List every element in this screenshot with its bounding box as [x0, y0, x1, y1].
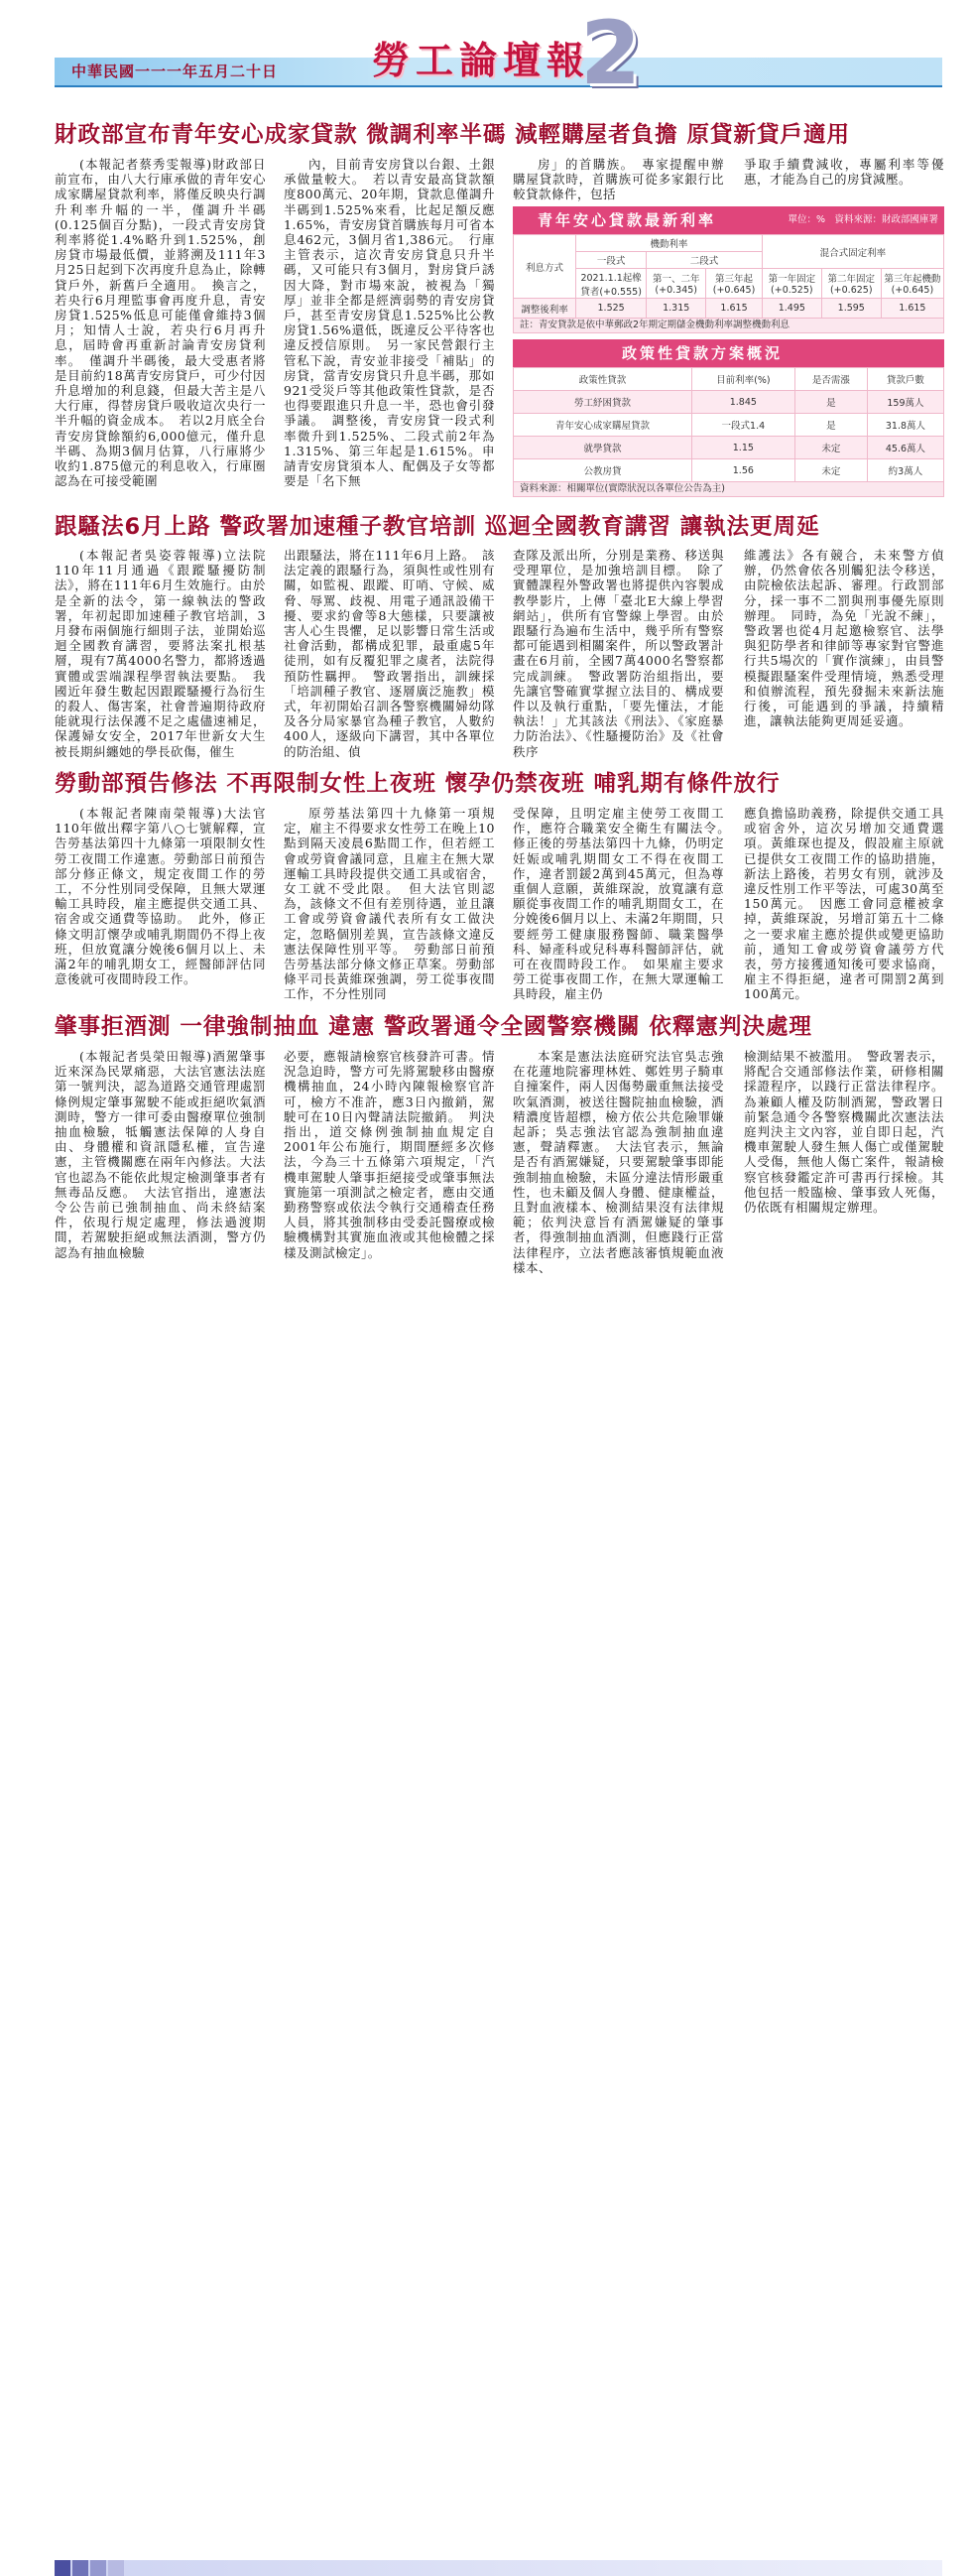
- table-row: [514, 437, 944, 459]
- article-3-column-1: (本報記者陳南榮報導)大法官110年做出釋字第八○七號解釋，宣告勞基法第四十九條第一項限制女性勞工夜間工作違憲。勞動部日前預告部分修正條文，規定夜間工作的勞工，不分性別同受保障，且無大眾運輸工具時段，雇主應提供交通工具、宿舍或交通費等協助。 此外，修正條文明訂懷孕或哺乳期間仍不得上夜班，但放寬讓分娩後6個月以上、未滿2年的哺乳期女工，經醫師評估同意後就可夜間時段工作。: [55, 806, 266, 987]
- loan-name: 勞工紓困貸款: [514, 391, 692, 414]
- article-2-column-4: 維護法》各有競合，未來警方偵辦，仍然會依各別觸犯法令移送，由院檢依法起訴、審理。行政罰部分，採一事不二罰與刑事優先原則辦理。 同時，為免「光說不練」，警政署也從4月起邀檢察官、法學與犯防學者和律師等專家對官警進行共5場次的「實作演練」，由員警模擬跟騷案件受理情境，熟悉受理和偵辦流程，預先發掘未來新法施行後，可能遇到的爭議，持續精進，讓執法能夠更周延妥適。: [744, 548, 944, 729]
- column-header: 貸款戶數: [867, 368, 943, 391]
- column-header: 是否需漲: [794, 368, 867, 391]
- table-row: [514, 459, 944, 482]
- loan-name: 公教房貸: [514, 459, 692, 482]
- current-rate: 一段式1.4: [691, 414, 794, 437]
- rate-cell: 1.615: [706, 299, 763, 319]
- column-header: 第一、二年(+0.345): [647, 269, 706, 299]
- column-header: 2021.1.1起橡貸者(+0.555): [576, 269, 647, 299]
- will-rise: 未定: [794, 437, 867, 459]
- article-1-headline: 財政部宣布青年安心成家貸款 微調利率半碼 減輕購屋者負擔 原貸新貸戶適用: [55, 122, 851, 148]
- policy-table-header: [513, 339, 944, 367]
- article-1-column-3: 房」的首購族。 專家提醒申辦購屋貸款時，首購族可從多家銀行比較貸款條件，包括: [513, 157, 724, 202]
- column-header: 政策性貸款: [514, 368, 692, 391]
- masthead: [0, 0, 972, 107]
- article-4-headline: 肇事拒酒測 一律強制抽血 違憲 警政署通令全國警察機關 依釋憲判決處理: [55, 1014, 812, 1040]
- article-4-column-4: 檢測結果不被濫用。 警政署表示，將配合交通部修法作業，研修相關採證程序，以踐行正當法律程序。為兼顧人權及防制酒駕，警政署日前緊急通令各警察機關此次憲法法庭判決主文內容，並自即日起，汽機車駕駛人發生無人傷亡或僅駕駛人受傷，無他人傷亡案件，報請檢察官核發鑑定許可書再行採檢。其他包括一般臨檢、肇事致人死傷，仍依既有相關規定辦理。: [744, 1049, 944, 1216]
- borrower-count: 約3萬人: [867, 459, 943, 482]
- will-rise: 是: [794, 414, 867, 437]
- loan-name: 就學貸款: [514, 437, 692, 459]
- rate-cell: 1.595: [821, 299, 881, 319]
- footer-block: [72, 2560, 88, 2576]
- policy-table-source: 資料來源：相關單位(實際狀況以各單位公告為主): [513, 482, 944, 497]
- policy-table-title: 政策性貸款方案概況: [622, 344, 784, 362]
- loan-table-header: [513, 206, 944, 234]
- issue-date: 中華民國一一一年五月二十日: [71, 63, 279, 80]
- header-floating-rate: 機動利率: [576, 235, 763, 252]
- will-rise: 未定: [794, 459, 867, 482]
- column-header: 第二年固定(+0.625): [821, 269, 881, 299]
- current-rate: 1.845: [691, 391, 794, 414]
- table-row: [514, 391, 944, 414]
- column-header: 第一年固定(+0.525): [762, 269, 821, 299]
- rate-cell: 1.315: [647, 299, 706, 319]
- rate-cell: 1.495: [762, 299, 821, 319]
- borrower-count: 159萬人: [867, 391, 943, 414]
- article-2-headline: 跟騷法6月上路 警政署加速種子教官培訓 巡迴全國教育講習 讓執法更周延: [55, 514, 820, 540]
- loan-rate-table: [513, 234, 944, 319]
- loan-table-title: 青年安心貸款最新利率: [538, 211, 717, 229]
- footer-block: [55, 2560, 70, 2576]
- article-4-column-3: 本案是憲法法庭研究法官吳志強在花蓮地院審理林姓、鄭姓男子騎車自撞案件，兩人因傷勢嚴重無法接受吹氣酒測，被送往醫院抽血檢驗，酒精濃度皆超標，檢方依公共危險罪嫌起訴；吳志強法官認為強制抽血違憲，聲請釋憲。 大法官表示，無論是否有酒駕嫌疑，只要駕駛肇事即能強制抽血檢驗，未區分違法情形嚴重性，也未顧及個人身體、健康權益，且對血液樣本、檢測結果沒有法律規範；依判決意旨有酒駕嫌疑的肇事者，得強制抽血酒測，但應踐行正當法律程序，立法者應該審慎規範血液樣本、: [513, 1049, 724, 1275]
- rate-cell: 1.525: [576, 299, 647, 319]
- footer-block: [108, 2560, 124, 2576]
- article-3-column-2: 原勞基法第四十九條第一項規定，雇主不得要求女性勞工在晚上10點到隔天凌晨6點間工作，但若經工會或勞資會議同意，且雇主在無大眾運輸工具時段提供交通工具或宿舍，女工就不受此限。 但大法官則認為，該條文不但有差別待遇，並且讓工會或勞資會議代表所有女工做決定，忽略個別差異，宣告該條文違反憲法保障性別平等。 勞動部日前預告勞基法部分條文修正草案。勞動部條平司長黃維琛強調，勞工從事夜間工作，不分性別同: [284, 806, 495, 1002]
- loan-rate-panel: [513, 206, 944, 494]
- column-header: 第三年起機動(+0.645): [881, 269, 943, 299]
- row-label: 調整後利率: [514, 299, 576, 319]
- borrower-count: 45.6萬人: [867, 437, 943, 459]
- article-3-column-4: 應負擔協助義務，除提供交通工具或宿舍外，這次另增加交通費選項。黃維琛也提及，假設雇主原就已提供女工夜間工作的協助措施，新法上路後，若男女有別，就涉及違反性別工作平等法，可處30萬至150萬元。 因應工會同意權被拿掉，黃維琛說，另增訂第五十二條之一要求雇主應於提供或變更協助前，通知工會或勞資會議勞方代表，勞方接獲通知後可要求協商，雇主不得拒絕，違者可開罰2萬到100萬元。: [744, 806, 944, 1002]
- column-header: 第三年起(+0.645): [706, 269, 763, 299]
- table-row: [514, 414, 944, 437]
- policy-loan-table: [513, 367, 944, 482]
- header-interest-type: 利息方式: [514, 235, 576, 299]
- rate-cell: 1.615: [881, 299, 943, 319]
- article-4-column-1: (本報記者吳榮田報導)酒駕肇事近來深為民眾痛惡，大法官憲法法庭第一號判決，認為道路交通管理處罰條例規定肇事駕駛不能或拒絕吹氣酒測時，警方一律可委由醫療單位強制抽血檢驗，牴觸憲法保障的人身自由、身體權和資訊隱私權，宣告違憲，主管機關應在兩年內修法。大法官也認為不能依此規定檢測肇事者有無毒品反應。 大法官指出，違憲法令公告前已強制抽血、尚未終結案件，依現行規定處理，修法過渡期間，若駕駛拒絕或無法酒測，警方仍認為有抽血檢驗: [55, 1049, 266, 1260]
- article-2-column-1: (本報記者吳姿蓉報導)立法院110年11月通過《跟蹤騷擾防制法》，將在111年6月生效施行。由於是全新的法令，第一線執法的警政署，年初起即加速種子教官培訓，3月發布兩個施行細則子法，並開始巡迴全國教育講習，要將法案扎根基層，現有7萬4000名警力，都將透過實體或雲端課程學習執法要點。 我國近年發生數起因跟蹤騷擾行為衍生的殺人、傷害案，社會普遍期待政府能就現行法保護不足之處儘速補足，保護婦女安全，2017年世新女大生被長期糾纏她的學長砍傷，催生: [55, 548, 266, 759]
- article-3-headline: 勞動部預告修法 不再限制女性上夜班 懷孕仍禁夜班 哺乳期有條件放行: [55, 771, 781, 797]
- article-3-column-3: 受保障，且明定雇主使勞工夜間工作，應符合職業安全衛生有關法令。 修正後的勞基法第四十九條，仍明定妊娠或哺乳期間女工不得在夜間工作，違者罰鍰2萬到45萬元，但為尊重個人意願，黃維琛說，放寬讓有意願從事夜間工作的哺乳期間女工，在分娩後6個月以上、未滿2年期間，只要經勞工健康服務醫師、職業醫學科、婦產科或兒科專科醫師評估，就可在夜間時段工作。 如果雇主要求勞工從事夜間工作，在無大眾運輸工具時段，雇主仍: [513, 806, 738, 1002]
- header-one-stage: 一段式: [576, 252, 647, 269]
- loan-name: 青年安心成家購屋貸款: [514, 414, 692, 437]
- column-header: 目前利率(%): [691, 368, 794, 391]
- article-2-column-2: 出跟騷法，將在111年6月上路。 該法定義的跟騷行為，須與性或性別有關，如監視、跟蹤、盯哨、守候、威脅、辱罵、歧視、用電子通訊設備干擾、要求約會等8大態樣，只要讓被害人心生畏懼，足以影響日常生活或社會活動，都構成犯罪，最重處5年徒刑，如有反覆犯罪之虞者，法院得預防性羈押。 警政署指出，訓練採「培訓種子教官、逐層廣泛施教」模式，年初開始召訓各警察機關婦幼隊及各分局家暴官為種子教官，人數約400人，逐級向下講習，其中各單位的防治組、偵: [284, 548, 495, 759]
- footer: [0, 1274, 972, 1304]
- article-1-column-2: 內，目前青安房貸以台銀、土銀承做量較大。 若以青安最高貸款額度800萬元、20年期，貸款息僅調升半碼到1.525%來看，比起足額反應1.65%，青安房貸首購族每月可省本息462元，3個月省1,386元。 行庫主管表示，這次青安房貸息只升半碼，又可能只有3個月，對房貸戶誘因大降，對市場來說，被視為「獨厚」並非全都是經濟弱勢的青安房貸戶，甚至青安房貸息1.525%比公教房貸1.56%還低，既違反公平待客也違反授信原則。 另一家民營銀行主管私下說，青安並非接受「補貼」的房貸，當青安房貸只升息半碼，那如921受災戶等其他政策性貸款，是否也得要跟進只升息一半，恐也會引發爭議。 調整後，青安房貸一段式利率微升到1.525%、二段式前2年為1.315%、第三年起是1.615%。申請青安房貸須本人、配偶及子女等都要是「名下無: [284, 157, 495, 489]
- loan-table-unit: 單位：% 資料來源：財政部國庫署: [788, 214, 938, 225]
- page-number: 2: [580, 2, 642, 104]
- newspaper-title: 勞工論壇報: [372, 38, 591, 82]
- footer-bar: [55, 2560, 942, 2576]
- header-two-stage: 二段式: [647, 252, 763, 269]
- borrower-count: 31.8萬人: [867, 414, 943, 437]
- article-2-column-3: 查隊及派出所，分別是業務、移送與受理單位，是加強培訓目標。 除了實體課程外警政署也將提供內容製成教學影片，上傳「臺北E大線上學習網站」，供所有官警線上學習。由於跟騷行為遍布生活中，幾乎所有警察都可能遇到相關案件，所以警政署計畫在6月前，全國7萬4000名警察都完成訓練。 警政署防治組指出，要先讓官警確實掌握立法目的、構成要件以及執行重點，「要先懂法，才能執法！」尤其該法《刑法》、《家庭暴力防治法》、《性騷擾防治》及《社會秩序: [513, 548, 724, 759]
- loan-table-note: 註：青安貸款是依中華郵政2年期定期儲金機動利率調整機動利息: [513, 319, 944, 333]
- footer-block: [90, 2560, 106, 2576]
- article-1-column-4: 爭取手續費減收，專屬利率等優惠，才能為自己的房貸減壓。: [744, 157, 944, 188]
- article-4-column-2: 必要，應報請檢察官核發許可書。情況急迫時，警方可先將駕駛移由醫療機構抽血，24小時內陳報檢察官許可，檢方不准許，應3日內撤銷，駕駛可在10日內聲請法院撤銷。 判決指出，道交條例強制抽血規定自2001年公布施行，期間歷經多次修法，今為三十五條第六項規定，「汽機車駕駛人肇事拒絕接受或肇事無法實施第一項測試之檢定者，應由交通勤務警察或依法令執行交通稽查任務人員，將其強制移由受委託醫療或檢驗機構對其實施血液或其他檢體之採樣及測試檢定」。: [284, 1049, 495, 1260]
- header-fixed-rate: 混合式固定利率: [762, 235, 943, 269]
- will-rise: 是: [794, 391, 867, 414]
- current-rate: 1.56: [691, 459, 794, 482]
- article-1-column-1: (本報記者蔡秀雯報導)財政部日前宣布，由八大行庫承做的青年安心成家購屋貸款利率，將僅反映央行調升利率升幅的一半，僅調升半碼(0.125個百分點)，一段式青安房貸利率將從1.4%略升到1.525%，創房貸市場最低價，並將溯及111年3月25日起到下次再度升息為止，除轉貸戶外，新舊戶全適用。 換言之，若央行6月理監事會再度升息，青安房貸1.525%低息可能僅會維持3個月；知情人士說，若央行6月再升息，屆時會再重新討論青安房貸利率。 僅調升半碼後，最大受惠者將是目前約18萬青安房貸戶，可少付因升息增加的利息錢，但最大苦主是八大行庫，得替房貸戶吸收這次央行一半升幅的資金成本。 若以2月底全台青安房貸餘額約6,000億元，僅升息半碼、為期3個月估算，八行庫將少收約1.875億元的利息收入，行庫圈認為在可接受範圍: [55, 157, 266, 489]
- current-rate: 1.15: [691, 437, 794, 459]
